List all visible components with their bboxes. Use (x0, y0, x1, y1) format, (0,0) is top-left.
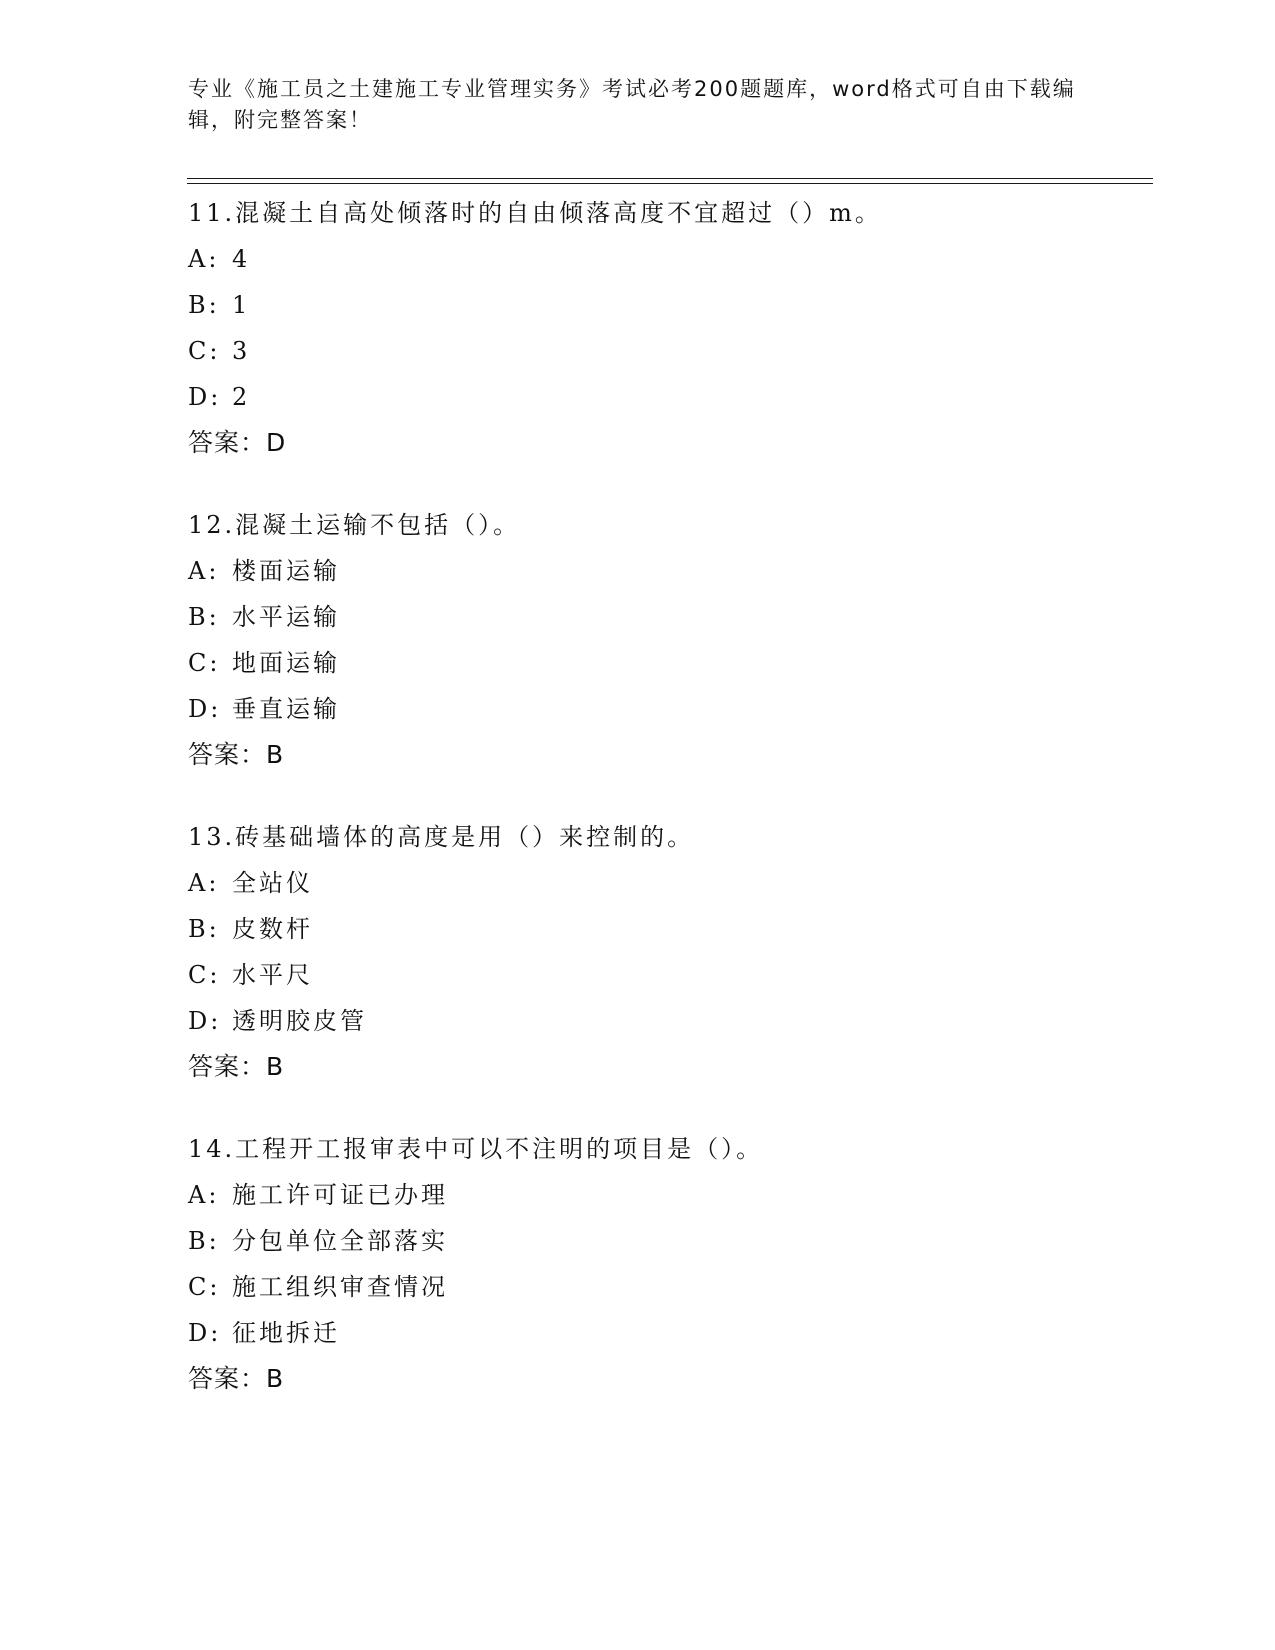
option-key: A: (188, 1181, 220, 1209)
option-b (188, 1218, 1148, 1264)
option-text: 施工许可证已办理 (232, 1181, 448, 1209)
answer-line: 答案：B (188, 740, 285, 769)
option-text: 3 (232, 337, 251, 365)
option-text: 2 (232, 383, 251, 411)
option-text: 全站仪 (232, 869, 313, 897)
option-key: C: (188, 961, 221, 989)
document-header: 专业《施工员之土建施工专业管理实务》考试必考200题题库，word格式可自由下载编辑，附完整答案！ (188, 77, 1076, 132)
option-b (188, 282, 1148, 328)
option-key: D: (188, 383, 222, 411)
header-divider-top (187, 178, 1153, 179)
option-d (188, 998, 1148, 1044)
answer-line: 答案：D (188, 428, 287, 457)
option-a (188, 548, 1148, 594)
option-text: 水平尺 (232, 961, 313, 989)
question-stem: 13.砖基础墙体的高度是用（）来控制的。 (188, 823, 695, 851)
option-d (188, 1310, 1148, 1356)
option-text: 垂直运输 (232, 695, 340, 723)
option-a (188, 236, 1148, 282)
option-key: C: (188, 1273, 221, 1301)
option-key: D: (188, 695, 222, 723)
option-text: 1 (232, 291, 251, 319)
question-14 (188, 1126, 1148, 1402)
option-key: B: (188, 1227, 220, 1255)
option-key: A: (188, 245, 220, 273)
option-key: A: (188, 869, 220, 897)
option-key: C: (188, 649, 221, 677)
option-d (188, 686, 1148, 732)
option-a (188, 1172, 1148, 1218)
option-b (188, 594, 1148, 640)
answer-line: 答案：B (188, 1364, 285, 1393)
option-key: C: (188, 337, 221, 365)
option-key: D: (188, 1007, 222, 1035)
question-12 (188, 502, 1148, 778)
option-text: 水平运输 (232, 603, 340, 631)
question-11 (188, 190, 1148, 466)
option-text: 地面运输 (232, 649, 340, 677)
question-list (188, 190, 1148, 1438)
option-text: 施工组织审查情况 (232, 1273, 448, 1301)
option-text: 征地拆迁 (232, 1319, 340, 1347)
option-text: 分包单位全部落实 (232, 1227, 448, 1255)
option-text: 皮数杆 (232, 915, 313, 943)
option-b (188, 906, 1148, 952)
answer-line: 答案：B (188, 1052, 285, 1081)
option-a (188, 860, 1148, 906)
question-stem: 12.混凝土运输不包括（）。 (188, 511, 521, 539)
question-stem: 11.混凝土自高处倾落时的自由倾落高度不宜超过（）m。 (188, 199, 882, 227)
option-key: B: (188, 291, 220, 319)
option-key: B: (188, 603, 220, 631)
option-c (188, 640, 1148, 686)
option-c (188, 952, 1148, 998)
option-text: 楼面运输 (232, 557, 340, 585)
option-text: 透明胶皮管 (232, 1007, 367, 1035)
option-key: A: (188, 557, 220, 585)
question-13 (188, 814, 1148, 1090)
option-c (188, 328, 1148, 374)
option-key: D: (188, 1319, 222, 1347)
header-divider-bottom (187, 183, 1153, 184)
option-d (188, 374, 1148, 420)
option-c (188, 1264, 1148, 1310)
question-stem: 14.工程开工报审表中可以不注明的项目是（）。 (188, 1135, 764, 1163)
option-text: 4 (232, 245, 251, 273)
option-key: B: (188, 915, 220, 943)
